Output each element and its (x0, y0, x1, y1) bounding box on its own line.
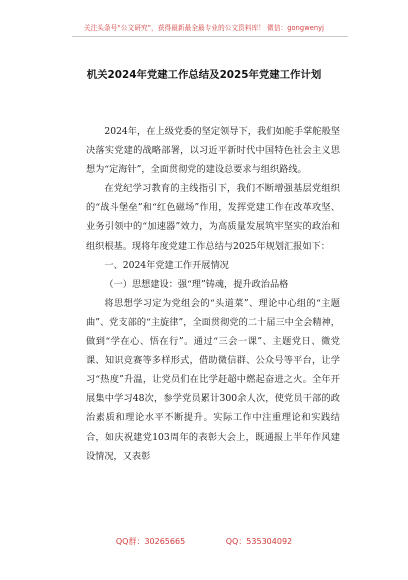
subsection-heading-1: （一）思想建设：强“理”铸魂，提升政治品格 (104, 278, 289, 290)
footer-qq-number: QQ：535304092 (225, 537, 293, 546)
footer-qq-group: QQ群：30265665 (115, 537, 186, 546)
document-body (86, 122, 340, 466)
intro-paragraph-1: 2024年，在上级党委的坚定领导下，我们如舵手掌舵般坚决落实党建的战略部署，以习近平新时代中国特色社会主义思想为“定海针”，全面贯彻党的建设总要求与组织路线。 (86, 126, 340, 176)
footer-contact (0, 536, 408, 547)
header-banner: 关注头条号“公文研究”，获得最新最全最专业的公文资料库！ 微信：gongwenyj (83, 24, 325, 32)
intro-paragraph-2: 在党纪学习教育的主线指引下，我们不断增强基层党组织的“战斗堡垒”和“红色磁场”作用，发挥党建工作在改革攻坚、业务引领中的“加速器”效力，为高质量发展筑牢坚实的政治和组织根基。现将年度党建工作总结与2025年规划汇报如下： (86, 183, 340, 252)
header-divider (72, 36, 348, 37)
section-heading-1: 一、2024年党建工作开展情况 (104, 259, 229, 271)
document-title: 机关2024年党建工作总结及2025年党建工作计划 (86, 69, 322, 81)
subsection-paragraph-1: 将思想学习定为党组会的“头道菜”、理论中心组的“主题曲”、党支部的“主旋律”，全面贯彻党的二十届三中全会精神，做到“学在心、悟在行”。通过“三会一课”、主题党日、微党课、知识竞赛等多样形式，借助微信群、公众号等平台，让学习“热度”升温，让党员们在比学赶超中燃起奋进之火。全年开展集中学习48次，参学党员累计300余人次，使党员干部的政治素质和理论水平不断提升。实际工作中注重理论和实践结合，如庆祝建党103周年的表彰大会上，既通报上半年作风建设情况，又表彰 (86, 297, 340, 462)
